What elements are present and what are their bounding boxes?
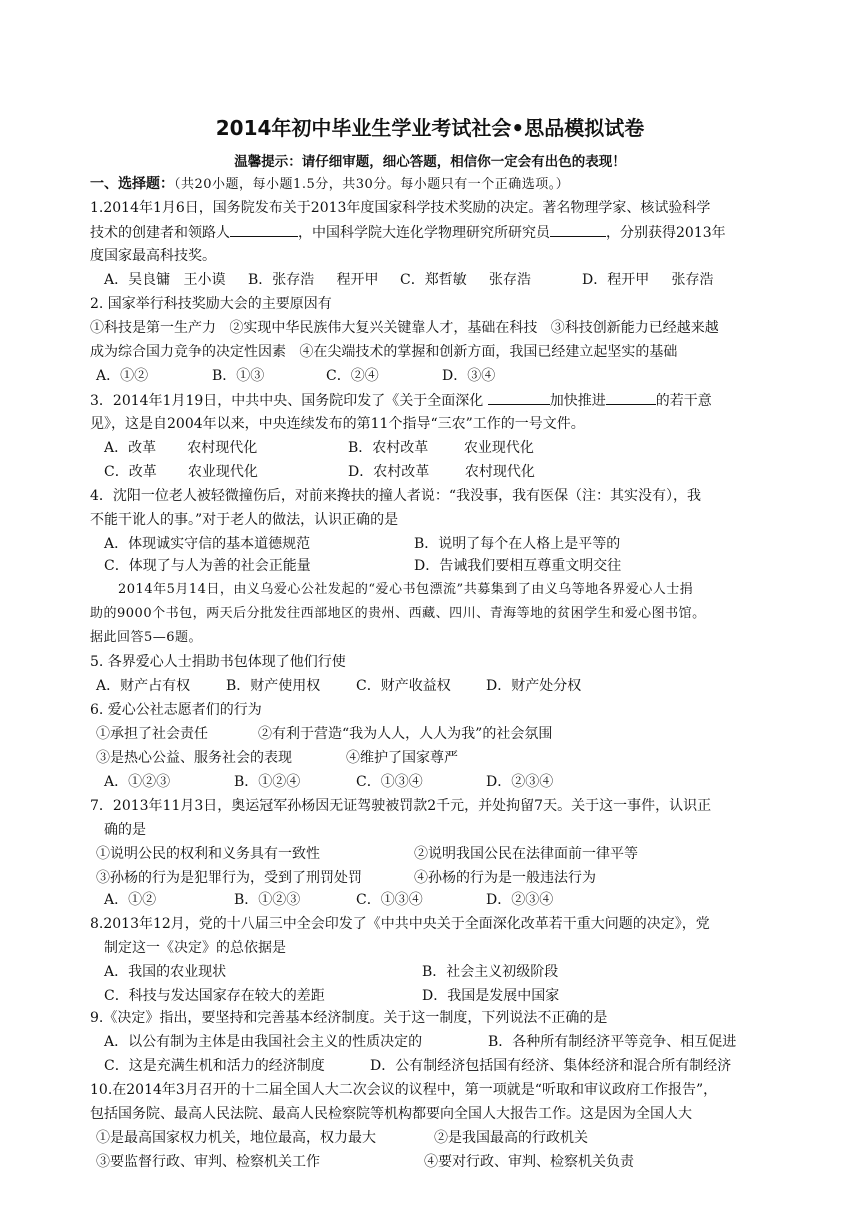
q2-option-a: A．①② bbox=[96, 368, 149, 384]
q5-option-c: C．财产收益权 bbox=[356, 678, 451, 694]
q9-option-a: A．以公有制为主体是由我国社会主义的性质决定的 bbox=[104, 1034, 423, 1050]
q10-line2: 包括国务院、最高人民法院、最高人民检察院等机构都要向全国人大报告工作。这是因为全国人大 bbox=[90, 1106, 692, 1122]
answer-blank bbox=[550, 222, 606, 237]
q2-line1: 2. 国家举行科技奖励大会的主要原因有 bbox=[90, 296, 332, 312]
q7-line1: 7．2013年11月3日，奥运冠军孙杨因无证驾驶被罚款2千元，并处拘留7天。关于这一事件，认识正 bbox=[90, 798, 712, 814]
q3-text-a: 3．2014年1月19日，中共中央、国务院印发了《关于全面深化 bbox=[90, 393, 488, 409]
q5-line1: 5. 各界爱心人士捐助书包体现了他们行使 bbox=[90, 654, 346, 670]
q1-line2 bbox=[90, 222, 726, 243]
q10-line1: 10.在2014年3月召开的十二届全国人大二次会议的议程中，第一项就是“听取和审议政府工作报告”， bbox=[90, 1082, 718, 1098]
q1-text-c: ，分别获得2013年 bbox=[606, 225, 726, 241]
q4-option-c: C．体现了与人为善的社会正能量 bbox=[104, 558, 311, 574]
section-title: 一、选择题： bbox=[90, 176, 174, 192]
q7-statement-4: ④孙杨的行为是一般违法行为 bbox=[414, 870, 596, 886]
q1-text-b: ，中国科学院大连化学物理研究所研究员 bbox=[298, 225, 550, 241]
section-note: （共20小题，每小题1.5分，共30分。每小题只有一个正确选项。） bbox=[174, 177, 570, 192]
q7-option-a: A．①② bbox=[104, 892, 157, 908]
q2-option-d: D．③④ bbox=[442, 368, 496, 384]
q6-option-a: A．①②③ bbox=[104, 774, 171, 790]
q5-option-b: B．财产使用权 bbox=[226, 678, 321, 694]
q4-line2: 不能干讹人的事。”对于老人的做法，认识正确的是 bbox=[90, 512, 399, 528]
q1-line3: 度国家最高科技奖。 bbox=[90, 248, 216, 264]
q6-statement-1: ①承担了社会责任 bbox=[96, 726, 208, 742]
q1-option-d: D．程开甲 张存浩 bbox=[582, 272, 714, 288]
q5-option-d: D．财产处分权 bbox=[486, 678, 582, 694]
q2-option-c: C．②④ bbox=[326, 368, 379, 384]
q6-option-d: D．②③④ bbox=[486, 774, 554, 790]
q1-option-c: C．郑哲敏 张存浩 bbox=[400, 272, 531, 288]
material-line3: 据此回答5—6题。 bbox=[90, 630, 203, 645]
answer-blank bbox=[488, 390, 550, 405]
q10-statement-1: ①是最高国家权力机关，地位最高，权力最大 bbox=[96, 1130, 376, 1146]
q6-statement-2: ②有利于营造“我为人人，人人为我”的社会氛围 bbox=[258, 726, 553, 742]
q3-line1 bbox=[90, 390, 712, 411]
q7-statement-3: ③孙杨的行为是犯罪行为，受到了刑罚处罚 bbox=[96, 870, 362, 886]
q1-text-a: 技术的创建者和领路人 bbox=[90, 225, 230, 241]
q10-statement-2: ②是我国最高的行政机关 bbox=[434, 1130, 588, 1146]
q7-option-c: C．①③④ bbox=[356, 892, 423, 908]
q2-line2: ①科技是第一生产力 ②实现中华民族伟大复兴关键靠人才，基础在科技 ③科技创新能力已经越来越 bbox=[90, 320, 719, 336]
answer-blank bbox=[230, 222, 298, 237]
q8-option-b: B．社会主义初级阶段 bbox=[422, 964, 559, 980]
q8-line1: 8.2013年12月，党的十八届三中全会印发了《中共中央关于全面深化改革若干重大问题的决定》，党 bbox=[90, 916, 710, 932]
q3-option-d: D．农村改革 农村现代化 bbox=[348, 464, 535, 480]
material-line2: 助的9000个书包，两天后分批发往西部地区的贵州、西藏、四川、青海等地的贫困学生和爱心图书馆。 bbox=[90, 606, 706, 621]
q7-option-d: D．②③④ bbox=[486, 892, 554, 908]
q4-option-d: D．告诫我们要相互尊重文明交往 bbox=[414, 558, 622, 574]
q6-statement-4: ④维护了国家尊严 bbox=[346, 750, 458, 766]
q7-option-b: B．①②③ bbox=[234, 892, 301, 908]
q8-option-a: A．我国的农业现状 bbox=[104, 964, 227, 980]
tip-text: 温馨提示：请仔细审题，细心答题，相信你一定会有出色的表现！ bbox=[234, 154, 626, 170]
q3-text-c: 的若干意 bbox=[655, 393, 712, 409]
q7-statement-2: ②说明我国公民在法律面前一律平等 bbox=[414, 846, 638, 862]
q1-option-a: A．吴良镛 王小谟 bbox=[104, 272, 226, 288]
q9-line1: 9.《决定》指出，要坚持和完善基本经济制度。关于这一制度，下列说法不正确的是 bbox=[90, 1010, 608, 1026]
q9-option-b: B．各种所有制经济平等竞争、相互促进 bbox=[488, 1034, 737, 1050]
section-header bbox=[90, 174, 569, 195]
q4-line1: 4．沈阳一位老人被轻微撞伤后，对前来搀扶的撞人者说：“我没事，我有医保（注：其实没有），我 bbox=[90, 488, 702, 504]
q2-option-b: B．①③ bbox=[212, 368, 265, 384]
q8-option-d: D．我国是发展中国家 bbox=[422, 988, 560, 1004]
q6-option-c: C．①③④ bbox=[356, 774, 423, 790]
q5-option-a: A．财产占有权 bbox=[96, 678, 191, 694]
q6-line1: 6. 爱心公社志愿者们的行为 bbox=[90, 702, 262, 718]
q8-option-c: C．科技与发达国家存在较大的差距 bbox=[104, 988, 325, 1004]
q4-option-a: A．体现诚实守信的基本道德规范 bbox=[104, 536, 311, 552]
q3-option-c: C．改革 农业现代化 bbox=[104, 464, 258, 480]
q1-option-b: B．张存浩 程开甲 bbox=[248, 272, 379, 288]
q2-line3: 成为综合国力竞争的决定性因素 ④在尖端技术的掌握和创新方面，我国已经建立起坚实的基础 bbox=[90, 344, 678, 360]
q1-line1: 1.2014年1月6日，国务院发布关于2013年度国家科学技术奖励的决定。著名物理学家、核试验科学 bbox=[90, 200, 711, 216]
q3-text-b: 加快推进 bbox=[549, 393, 606, 409]
page-title: 2014年初中毕业生学业考试社会•思品模拟试卷 bbox=[215, 116, 645, 140]
q10-statement-4: ④要对行政、审判、检察机关负责 bbox=[424, 1154, 634, 1170]
q8-line2: 制定这一《决定》的总依据是 bbox=[104, 940, 286, 956]
q10-statement-3: ③要监督行政、审判、检察机关工作 bbox=[96, 1154, 320, 1170]
q3-line2: 见》，这是自2004年以来，中央连续发布的第11个指导“三农”工作的一号文件。 bbox=[90, 416, 585, 432]
q3-option-b: B．农村改革 农业现代化 bbox=[348, 440, 534, 456]
q6-option-b: B．①②④ bbox=[234, 774, 301, 790]
q4-option-b: B．说明了每个在人格上是平等的 bbox=[414, 536, 621, 552]
q9-option-d: D．公有制经济包括国有经济、集体经济和混合所有制经济 bbox=[370, 1058, 732, 1074]
answer-blank bbox=[606, 390, 656, 405]
material-line1: 2014年5月14日，由义乌爱心公社发起的“爱心书包漂流”共募集到了由义乌等地各界爱心人士捐 bbox=[118, 582, 694, 597]
q7-statement-1: ①说明公民的权利和义务具有一致性 bbox=[96, 846, 320, 862]
q3-option-a: A．改革 农村现代化 bbox=[104, 440, 258, 456]
q7-line2: 确的是 bbox=[104, 822, 146, 838]
q6-statement-3: ③是热心公益、服务社会的表现 bbox=[96, 750, 292, 766]
q9-option-c: C．这是充满生机和活力的经济制度 bbox=[104, 1058, 325, 1074]
